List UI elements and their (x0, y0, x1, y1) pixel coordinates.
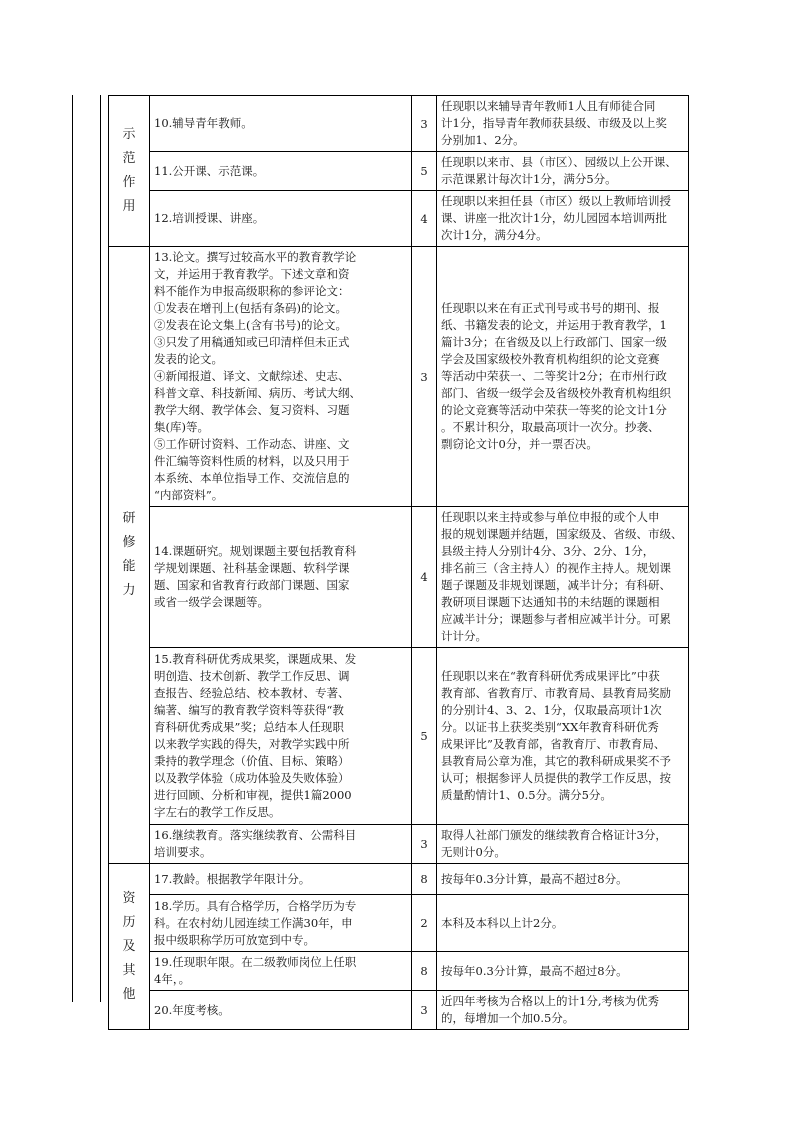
left-border-line (72, 95, 73, 1002)
text-line: 等活动中荣获一、二等奖计2分；在市州行政 (441, 369, 667, 383)
category-cell (109, 864, 150, 1030)
text-line: 县级主持人分别计4分、3分、2分、1分， (441, 544, 655, 558)
text-line: 13.论文。撰写过较高水平的教育教学论 (154, 250, 357, 264)
category-char: 作 (122, 175, 136, 190)
text-line: 编著、编写的教育教学资料等获得“教 (154, 703, 344, 717)
text-line: 学会及国家级校外教育机构组织的论文竞赛 (441, 352, 660, 366)
text-line: 教学大纲、教学体会、复习资料、习题 (154, 403, 350, 417)
table-row (109, 895, 689, 952)
text-line: 题子课题及非规划课题，减半计分；有科研、 (441, 578, 671, 592)
category-char: 范 (122, 151, 136, 166)
score-cell: 2 (412, 895, 437, 952)
score-cell: 3 (412, 247, 437, 507)
description-cell (437, 191, 689, 247)
item-cell (150, 191, 412, 247)
category-char: 修 (122, 535, 136, 550)
text-line: ③只发了用稿通知或已印清样但未正式 (154, 335, 350, 349)
text-line: 15.教育科研优秀成果奖，课题成果、发 (154, 652, 357, 666)
text-line: 无则计0分。 (441, 845, 506, 859)
text-line: 计计分。 (441, 629, 487, 643)
table-row (109, 152, 689, 191)
text-line: 秉持的教学理念（价值、目标、策略） (154, 754, 350, 768)
text-line: 集(库)等。 (154, 420, 209, 434)
text-line: 以来教学实践的得失，对教学实践中所 (154, 737, 350, 751)
text-line: 任现职以来担任县（市区）级以上教师培训授 (441, 194, 671, 208)
score-cell: 8 (412, 864, 437, 895)
text-line: 本系统、本单位指导工作、交流信息的 (154, 471, 350, 485)
text-line: 科。在农村幼儿园连续工作满30年，申 (154, 915, 353, 930)
text-line: 任现职以来主持或参与单位申报的或个人申 (441, 510, 660, 524)
category-char: 历 (122, 914, 136, 930)
category-char: 用 (122, 199, 136, 214)
score-cell: 8 (412, 952, 437, 991)
text-line: 教育部、省教育厅、市教育局、县教育局奖励 (441, 686, 671, 700)
description-cell (437, 895, 689, 952)
text-line: 文，并运用于教育教学。下述文章和资 (154, 267, 350, 281)
text-line: 查报告、经验总结、校本教材、专著、 (154, 686, 350, 700)
text-line: ②发表在论文集上(含有书号)的论文。 (154, 318, 347, 332)
text-line: 4年，。 (154, 972, 191, 986)
category-label (113, 123, 145, 219)
text-line: 课、讲座一批次计1分，幼儿园园本培训两批 (441, 211, 667, 225)
text-line: ①发表在增刊上(包括有条码)的论文。 (154, 301, 347, 315)
text-line: 部门、省级一级学会及省级校外教育机构组织 (441, 386, 671, 400)
text-line: 的论文竞赛等活动中荣获一等奖的论文计1分 (441, 403, 667, 417)
text-line: 纸、书籍发表的论文，并运用于教育教学，1 (441, 318, 667, 332)
category-label (113, 887, 145, 1007)
text-line: 16.继续教育。落实继续教育、公需科目 (154, 828, 357, 842)
item-cell (150, 152, 412, 191)
text-line: 字左右的教学工作反思。 (154, 805, 281, 819)
score-cell: 3 (412, 825, 437, 864)
item-cell (150, 952, 412, 991)
table-row (109, 507, 689, 648)
text-line: 按每年0.3分计算，最高不超过8分。 (441, 871, 628, 886)
category-char: 示 (122, 127, 136, 142)
table-row (109, 648, 689, 825)
text-line: 篇计3分；在省级及以上行政部门、国家一级 (441, 335, 667, 349)
text-line: 县教育局公章为准，其它的教科研成果奖不予 (441, 754, 671, 768)
item-cell (150, 96, 412, 152)
description-cell (437, 648, 689, 825)
score-cell: 3 (412, 96, 437, 152)
text-line: 进行回顾、分析和审视，提供1篇2000 (154, 788, 352, 802)
text-line: 示范课累计每次计1分，满分5分。 (441, 172, 617, 186)
text-line: 任现职以来市、县（市区）、园级以上公开课、 (441, 155, 677, 169)
text-line: 发表的论文。 (154, 352, 223, 366)
text-line: 10.辅导青年教师。 (154, 116, 253, 130)
description-cell (437, 952, 689, 991)
category-char: 其 (122, 962, 136, 978)
text-line: 或省一级学会课题等。 (154, 595, 269, 609)
text-line: 成果评比”及教育部，省教育厅、市教育局、 (441, 737, 666, 751)
text-line: 认可；根据参评人员提供的教学工作反思，按 (441, 771, 671, 785)
table-row (109, 825, 689, 864)
description-cell (437, 247, 689, 507)
text-line: 17.教龄。根据教学年限计分。 (154, 871, 311, 886)
text-line: 学规划课题、社科基金课题、软科学课 (154, 561, 350, 575)
text-line: 排名前三（含主持人）的视作主持人。规划课 (441, 561, 671, 575)
text-line: 育科研优秀成果”奖；总结本人任现职 (154, 720, 344, 734)
item-cell (150, 864, 412, 895)
text-line: 培训要求。 (154, 845, 212, 859)
score-cell: 4 (412, 191, 437, 247)
text-line: 次计1分，满分4分。 (441, 228, 548, 242)
text-line: 明创造、技术创新、教学工作反思、调 (154, 669, 350, 683)
item-cell (150, 991, 412, 1030)
category-char: 他 (122, 986, 136, 1002)
criteria-table-body (109, 96, 689, 1030)
category-char: 资 (122, 890, 136, 906)
description-cell (437, 864, 689, 895)
text-line: ⑤工作研讨资料、工作动态、讲座、文 (154, 437, 350, 451)
text-line: 。不累计积分，取最高项计一次分。抄袭、 (441, 420, 660, 434)
category-char: 研 (122, 511, 136, 526)
criteria-table (108, 95, 689, 1030)
text-line: 计1分，指导青年教师获县级、市级及以上奖 (441, 116, 667, 130)
category-label (113, 507, 145, 603)
text-line: 按每年0.3分计算，最高不超过8分。 (441, 963, 628, 978)
table-row (109, 191, 689, 247)
text-line: 的分别计4、3、2、1分，仅取最高项计1次 (441, 703, 662, 717)
table-row (109, 991, 689, 1030)
text-line: 题、国家和省教育行政部门课题、国家 (154, 578, 350, 592)
text-line: 任现职以来辅导青年教师1人且有师徒合同 (441, 99, 656, 113)
text-line: 件汇编等资料性质的材料，以及只用于 (154, 454, 350, 468)
category-cell (109, 247, 150, 864)
text-line: 报的规划课题并结题，国家级及、省级、市级、 (441, 527, 683, 541)
description-cell (437, 96, 689, 152)
item-cell (150, 247, 412, 507)
text-line: 分。以证书上获奖类别“XX年教育科研优秀 (441, 720, 659, 734)
category-cell (109, 96, 150, 247)
table-row (109, 96, 689, 152)
description-cell (437, 991, 689, 1030)
item-cell (150, 825, 412, 864)
score-cell: 4 (412, 507, 437, 648)
text-line: 剽窃论文计0分，并一票否决。 (441, 437, 598, 451)
description-cell (437, 152, 689, 191)
text-line: ④新闻报道、译文、文献综述、史志、 (154, 369, 350, 383)
text-line: 12.培训授课、讲座。 (154, 211, 265, 225)
text-line: 18.学历。具有合格学历，合格学历为专 (154, 898, 357, 913)
text-line: 20.年度考核。 (154, 1002, 230, 1017)
text-line: 报中级职称学历可放宽到中专。 (154, 932, 315, 947)
text-line: 19.任现职年限。在二级教师岗位上任职 (154, 955, 357, 969)
text-line: 的，每增加一个加0.5分。 (441, 1011, 575, 1025)
text-line: 取得人社部门颁发的继续教育合格证计3分， (441, 828, 667, 842)
text-line: 14.课题研究。规划课题主要包括教育科 (154, 544, 357, 558)
table-row (109, 864, 689, 895)
score-cell: 3 (412, 991, 437, 1030)
text-line: 以及教学体验（成功体验及失败体验） (154, 771, 350, 785)
text-line: 分别加1、2分。 (441, 133, 525, 147)
category-char: 及 (122, 938, 136, 954)
table-row (109, 952, 689, 991)
description-cell (437, 825, 689, 864)
description-cell (437, 507, 689, 648)
text-line: 科普文章、科技新闻、病历、考试大纲、 (154, 386, 361, 400)
item-cell (150, 507, 412, 648)
text-line: 本科及本科以上计2分。 (441, 915, 564, 930)
score-cell: 5 (412, 152, 437, 191)
text-line: 料不能作为申报高级职称的参评论文： (154, 284, 350, 298)
text-line: 质量酌情计1、0.5分。满分5分。 (441, 788, 612, 802)
category-char: 能 (122, 559, 136, 574)
score-cell: 5 (412, 648, 437, 825)
table-row (109, 247, 689, 507)
item-cell (150, 895, 412, 952)
text-line: 11.公开课、示范课。 (154, 163, 265, 178)
category-char: 力 (122, 583, 136, 598)
text-line: 教研项目课题下达通知书的未结题的课题相 (441, 595, 660, 609)
item-cell (150, 648, 412, 825)
inner-border-line (100, 95, 101, 1002)
text-line: “内部资料”。 (154, 488, 224, 502)
text-line: 任现职以来在有正式刊号或书号的期刊、报 (441, 301, 660, 315)
text-line: 应减半计分；课题参与者相应减半计分。可累 (441, 612, 671, 626)
text-line: 近四年考核为合格以上的计1分,考核为优秀 (441, 994, 659, 1008)
text-line: 任现职以来在“教育科研优秀成果评比”中获 (441, 669, 660, 683)
